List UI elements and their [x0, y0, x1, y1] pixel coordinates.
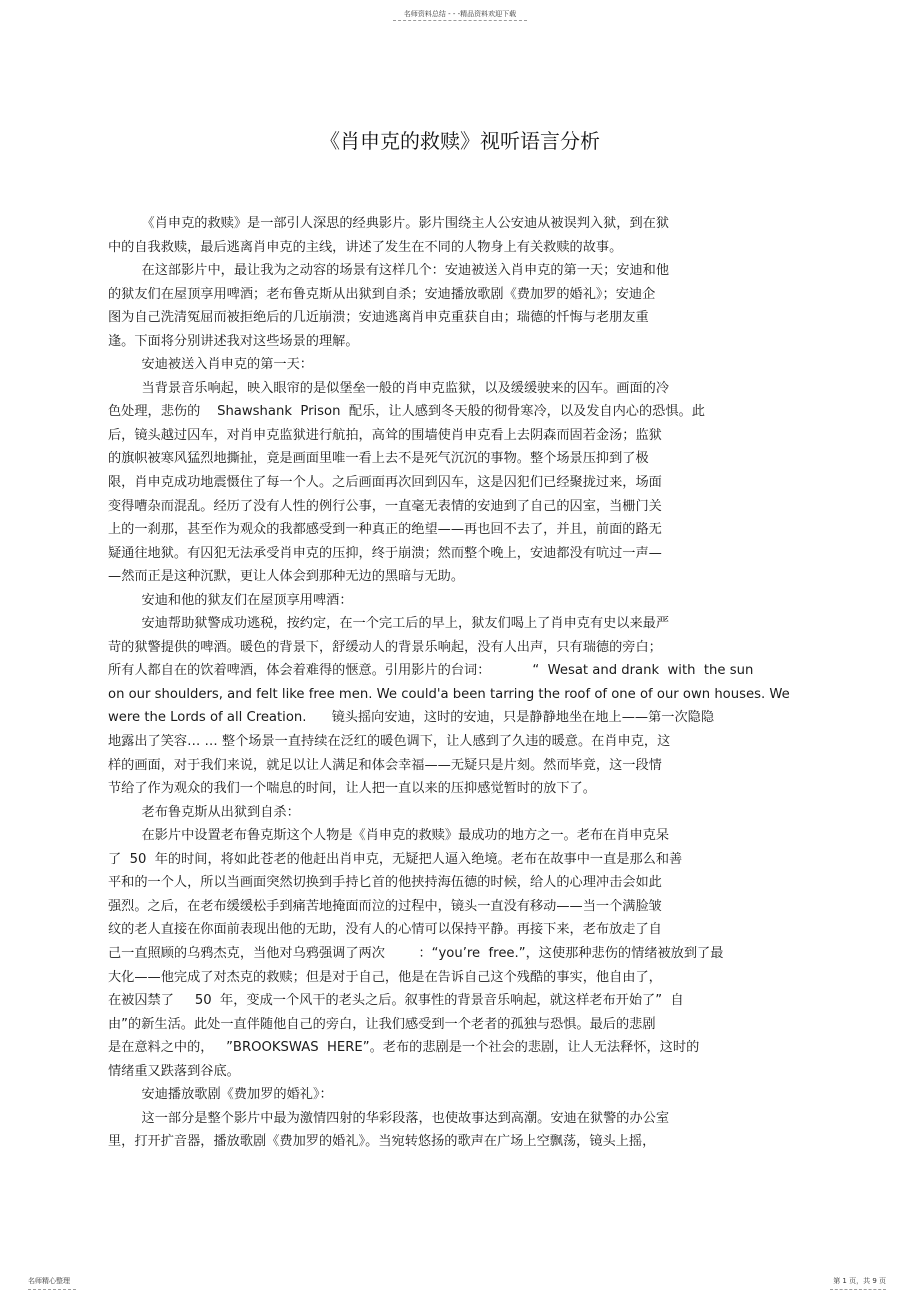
page-header: 名师资料总结 - - -精品资料欢迎下载: [403, 10, 517, 18]
body-line: on our shoulders, and felt like free men. We could'a been tarring the roof of one of our own houses. We: [108, 686, 790, 702]
body-line: 由”的新生活。此处一直伴随他自己的旁白，让我们感受到一个老者的孤独与恐惧。最后的悲剧: [108, 1016, 656, 1032]
header-dotted-rule: [393, 20, 527, 21]
body-line: 己一直照顾的乌鸦杰克，当他对乌鸦强调了两次 ：“you’re free.”，这使那种悲伤的情绪被放到了最: [108, 945, 724, 961]
body-line: 情绪重又跌落到谷底。: [108, 1063, 240, 1079]
body-line: 是在意料之中的， ”BROOKSWAS HERE”。老布的悲剧是一个社会的悲剧，让人无法释怀，这时的: [108, 1040, 700, 1056]
body-line: 平和的一个人，所以当画面突然切换到手持匕首的他挟持海伍德的时候，给人的心理冲击会如此: [108, 875, 662, 891]
body-line: 限，肖申克成功地震慑住了每一个人。之后画面再次回到囚车，这是囚犯们已经聚拢过来，场面: [108, 475, 662, 491]
body-line: 在影片中设置老布鲁克斯这个人物是《肖申克的救赎》最成功的地方之一。老布在肖申克呆: [108, 828, 670, 844]
body-line: 里，打开扩音器，播放歌剧《费加罗的婚礼》。当宛转悠扬的歌声在广场上空飘荡，镜头上摇，: [108, 1134, 656, 1150]
footer-left-dotted-rule: [28, 1289, 76, 1290]
body-line: 地露出了笑容… … 整个场景一直持续在泛红的暖色调下，让人感到了久违的暖意。在肖申克，这: [108, 734, 671, 750]
body-line: 当背景音乐响起，映入眼帘的是似堡垒一般的肖申克监狱，以及缓缓驶来的囚车。画面的冷: [108, 380, 670, 396]
body-line: 在这部影片中，最让我为之动容的场景有这样几个：安迪被送入肖申克的第一天；安迪和他: [108, 263, 670, 279]
body-line: 后，镜头越过囚车，对肖申克监狱进行航拍，高耸的围墙使肖申克看上去阴森而固若金汤；监狱: [108, 427, 662, 443]
page-number: 第 1 页，共 9 页: [833, 1277, 886, 1285]
body-line: 逢。下面将分别讲述我对这些场景的理解。: [108, 333, 359, 349]
body-line: 大化——他完成了对杰克的救赎；但是对于自己，他是在告诉自己这个残酷的事实，他自由了，: [108, 969, 662, 985]
body-line: 了 50 年的时间，将如此苍老的他赶出肖申克，无疑把人逼入绝境。老布在故事中一直是那么和善: [108, 851, 683, 867]
document-body: [108, 212, 808, 1154]
body-line: 安迪帮助狱警成功逃税，按约定，在一个完工后的早上，狱友们喝上了肖申克有史以来最严: [108, 616, 670, 632]
body-line: 强烈。之后，在老布缓缓松手到痛苦地掩面而泣的过程中，镜头一直没有移动——当一个满脸皱: [108, 898, 662, 914]
body-line: —然而正是这种沉默，更让人体会到那种无边的黑暗与无助。: [108, 569, 465, 585]
body-line: 苛的狱警提供的啤酒。暖色的背景下，舒缓动人的背景乐响起，没有人出声，只有瑞德的旁白；: [108, 639, 662, 655]
section-heading: 老布鲁克斯从出狱到自杀：: [108, 804, 300, 820]
body-line: 的旗帜被寒风猛烈地撕扯，竟是画面里唯一看上去不是死气沉沉的事物。整个场景压抑到了极: [108, 451, 649, 467]
section-heading: 安迪播放歌剧《费加罗的婚礼》：: [108, 1087, 333, 1103]
section-heading: 安迪被送入肖申克的第一天：: [108, 357, 313, 373]
body-line: 上的一刹那，甚至作为观众的我都感受到一种真正的绝望——再也回不去了，并且，前面的路无: [108, 522, 662, 538]
body-line: 在被囚禁了 50 年，变成一个风干的老头之后。叙事性的背景音乐响起，就这样老布开始了” 自: [108, 993, 684, 1009]
body-line: 疑通往地狱。有囚犯无法承受肖申克的压抑，终于崩溃；然而整个晚上，安迪都没有吭过一声—: [108, 545, 662, 561]
body-line: 样的画面，对于我们来说，就足以让人满足和体会幸福——无疑只是片刻。然而毕竟，这一段情: [108, 757, 662, 773]
body-line: 节给了作为观众的我们一个喘息的时间，让人把一直以来的压抑感觉暂时的放下了。: [108, 781, 596, 797]
body-line: 色处理，悲伤的 Shawshank Prison 配乐，让人感到冬天般的彻骨寒冷，以及发自内心的恐惧。此: [108, 404, 705, 420]
body-line: 所有人都自在的饮着啤酒，体会着难得的惬意。引用影片的台词： “ Wesat and drank with the sun: [108, 663, 754, 679]
footer-left-text: 名师精心整理: [28, 1277, 70, 1285]
document-title: 《肖申克的救赎》视听语言分析: [320, 129, 600, 153]
body-line: were the Lords of all Creation. 镜头摇向安迪，这时的安迪，只是静静地坐在地上——第一次隐隐: [108, 710, 715, 726]
body-line: 变得嘈杂而混乱。经历了没有人性的例行公事，一直毫无表情的安迪到了自己的囚室，当栅门关: [108, 498, 662, 514]
body-line: 这一部分是整个影片中最为激情四射的华彩段落，也使故事达到高潮。安迪在狱警的办公室: [108, 1110, 670, 1126]
body-line: 的狱友们在屋顶享用啤酒；老布鲁克斯从出狱到自杀；安迪播放歌剧《费加罗的婚礼》；安迪企: [108, 286, 656, 302]
body-line: 中的自我救赎，最后逃离肖申克的主线，讲述了发生在不同的人物身上有关救赎的故事。: [108, 239, 623, 255]
footer-right-dotted-rule: [830, 1289, 886, 1290]
body-line: 图为自己洗清冤屈而被拒绝后的几近崩溃；安迪逃离肖申克重获自由；瑞德的忏悔与老朋友重: [108, 310, 649, 326]
body-line: 纹的老人直接在你面前表现出他的无助，没有人的心情可以保持平静。再接下来，老布放走了自: [108, 922, 662, 938]
body-line: 《肖申克的救赎》是一部引人深思的经典影片。影片围绕主人公安迪从被误判入狱，到在狱: [108, 216, 670, 231]
section-heading: 安迪和他的狱友们在屋顶享用啤酒：: [108, 592, 353, 608]
